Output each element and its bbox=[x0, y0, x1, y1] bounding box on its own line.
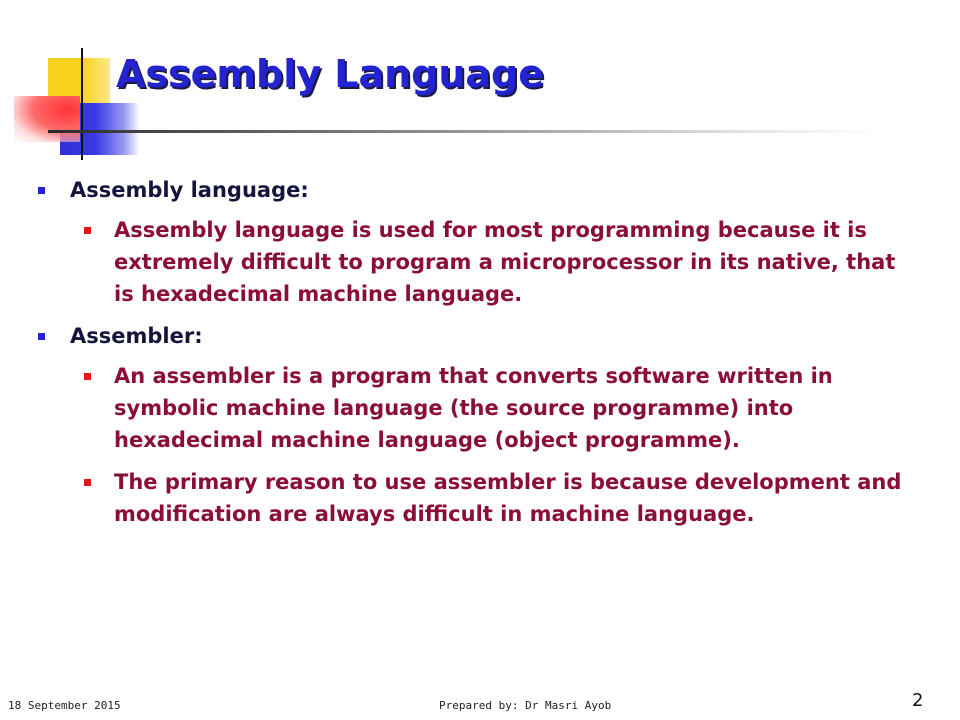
decorative-red-block bbox=[14, 96, 80, 142]
sub-bullet-item bbox=[36, 360, 906, 456]
footer-author: Prepared by: Dr Masri Ayob bbox=[439, 699, 612, 712]
square-bullet-icon bbox=[84, 479, 91, 486]
square-bullet-icon bbox=[84, 227, 91, 234]
sub-bullet-text: An assembler is a program that converts software written in symbolic machine language (the source programme) into hexadecimal machine language (object programme). bbox=[114, 364, 833, 452]
sub-bullet-item bbox=[36, 466, 906, 530]
bullet-item-assembly-language bbox=[36, 174, 906, 206]
slide-title: Assembly Language bbox=[116, 52, 545, 96]
square-bullet-icon bbox=[38, 333, 45, 340]
square-bullet-icon bbox=[38, 187, 45, 194]
decorative-vertical-line bbox=[81, 48, 83, 160]
bullet-item-assembler bbox=[36, 320, 906, 352]
bullet-heading: Assembler: bbox=[70, 324, 203, 348]
title-underline bbox=[48, 130, 878, 133]
footer-date: 18 September 2015 bbox=[8, 699, 121, 712]
sub-bullet-text: The primary reason to use assembler is because development and modification are always difficult in machine language. bbox=[114, 470, 902, 526]
square-bullet-icon bbox=[84, 373, 91, 380]
bullet-heading: Assembly language: bbox=[70, 178, 309, 202]
slide-body bbox=[36, 174, 906, 540]
sub-bullet-item bbox=[36, 214, 906, 310]
sub-bullet-text: Assembly language is used for most programming because it is extremely difficult to program a microprocessor in its native, that is hexadecimal machine language. bbox=[114, 218, 896, 306]
page-number: 2 bbox=[912, 690, 924, 711]
